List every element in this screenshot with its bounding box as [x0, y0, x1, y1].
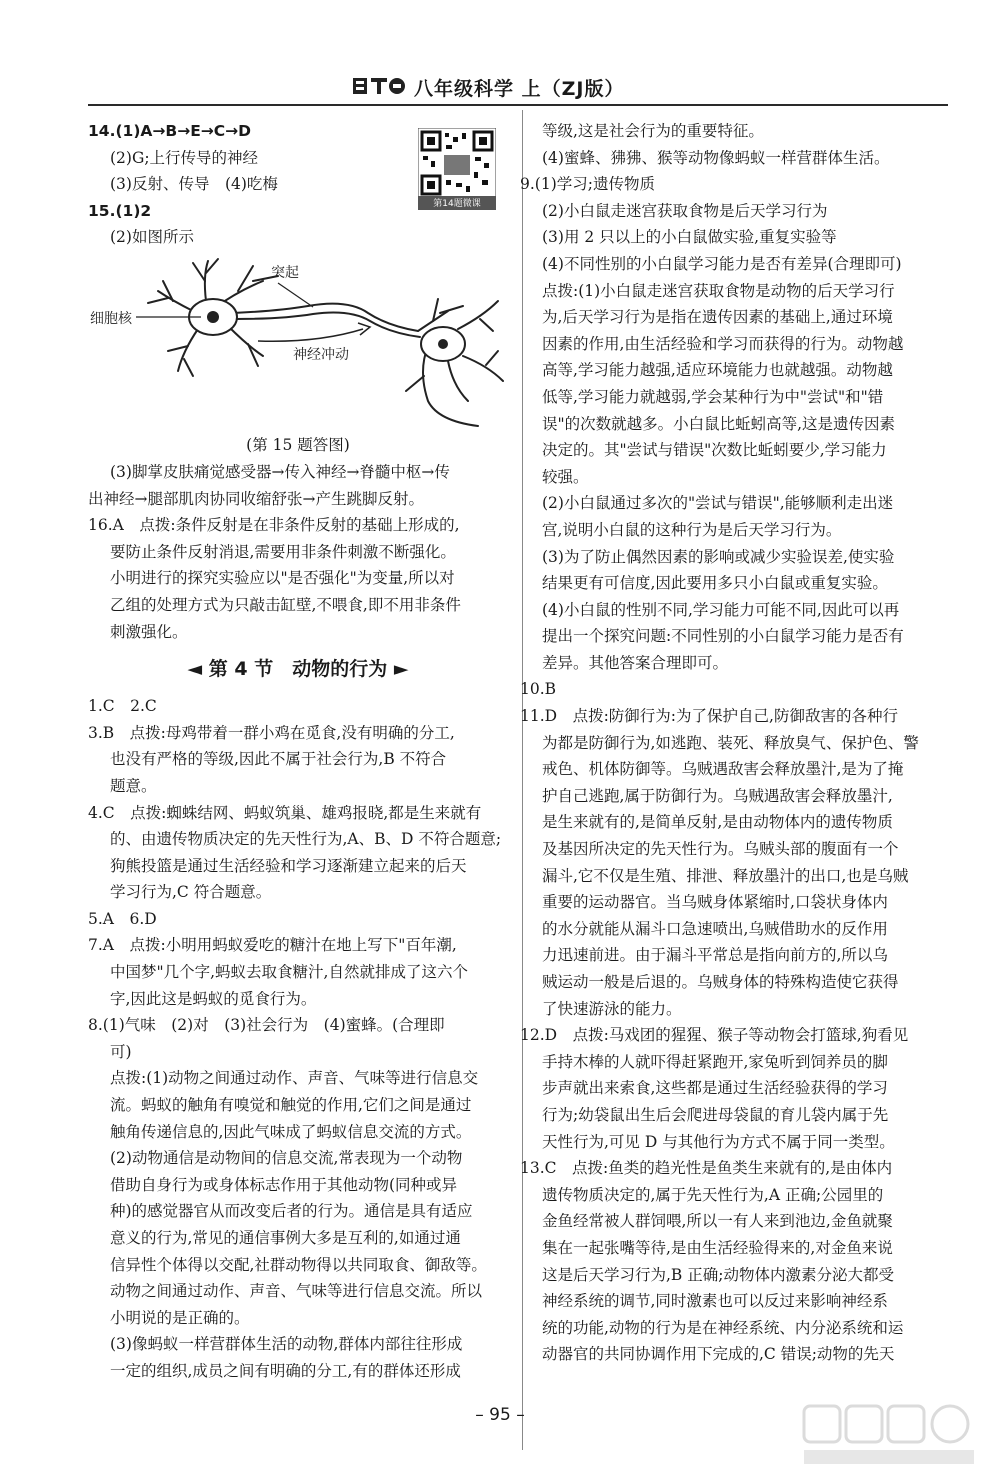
answer-line: 差异。其他答案合理即可。 [542, 653, 729, 672]
answer-line: 8.(1)气味 (2)对 (3)社会行为 (4)蜜蜂。(合理即 [88, 1016, 445, 1035]
publisher-logo-icon [351, 74, 407, 98]
label-impulse: 神经冲动 [293, 346, 349, 363]
answer-line: 一定的组织,成员之间有明确的分工,有的群体还形成 [110, 1361, 461, 1380]
answer-line: 手持木棒的人就吓得赶紧跑开,家兔听到饲养员的脚 [542, 1052, 888, 1071]
answer-line: 及基因所决定的先天性行为。乌贼头部的腹面有一个 [542, 840, 899, 859]
page-header [88, 70, 948, 106]
answer-line: 了快速游泳的能力。 [542, 999, 682, 1018]
answer-line: 集在一起张嘴等待,是由生活经验得来的,对金鱼来说 [542, 1238, 893, 1257]
answer-line: (2)小白鼠走迷宫获取食物是后天学习行为 [542, 201, 828, 220]
answer-line: 学习行为,C 符合题意。 [110, 883, 272, 902]
answer-line: (2)动物通信是动物间的信息交流,常表现为一个动物 [110, 1149, 463, 1168]
answer-line: 4.C 点拨:蜘蛛结网、蚂蚁筑巢、雄鸡报晓,都是生来就有 [88, 803, 482, 822]
answer-line: (2)如图所示 [110, 228, 194, 247]
section-title: ◄ 第 4 节 动物的行为 ► [187, 658, 409, 681]
answer-line: 题意。 [110, 776, 157, 795]
answer-line: 较强。 [542, 467, 589, 486]
answer-line: 要防止条件反射消退,需要用非条件刺激不断强化。 [110, 542, 456, 561]
answer-line: (2)G;上行传导的神经 [110, 148, 259, 167]
answer-line: 出神经→腿部肌肉协同收缩舒张→产生跳脚反射。 [88, 489, 424, 508]
answer-line: 5.A 6.D [88, 909, 157, 928]
label-nucleus: 细胞核 [90, 310, 132, 327]
answer-line: 意义的行为,常见的通信事例大多是互利的,如通过通 [110, 1229, 461, 1247]
answer-line: 触角传递信息的,因此气味成了蚂蚁信息交流的方式。 [110, 1122, 472, 1141]
answer-line: 结果更有可信度,因此要用多只小白鼠或重复实验。 [542, 574, 888, 593]
answer-line: 的、由遗传物质决定的先天性行为,A、B、D 不符合题意; [110, 830, 502, 849]
neuron-figure [88, 251, 508, 431]
answer-line: (3)用 2 只以上的小白鼠做实验,重复实验等 [542, 228, 837, 247]
answer-line: 流。蚂蚁的触角有嗅觉和触觉的作用,它们之间是通过 [110, 1096, 472, 1115]
answer-line: 借助自身行为或身体标志作用于其他动物(同种或异 [110, 1175, 458, 1194]
answer-line: 14.(1)A→B→E→C→D [88, 122, 251, 140]
answer-line: 7.A 点拨:小明用蚂蚁爱吃的糖汁在地上写下"百年潮, [88, 936, 457, 955]
answer-line: 也没有严格的等级,因此不属于社会行为,B 不符合 [110, 750, 447, 769]
answer-line: (3)反射、传导 (4)吃梅 [110, 175, 278, 194]
answer-line: 动器官的共同协调作用下完成的,C 错误;动物的先天 [542, 1345, 895, 1364]
answer-line: 重要的运动器官。当乌贼身体紧缩时,口袋状身体内 [542, 893, 888, 912]
answer-line: 漏斗,它不仅是生殖、排泄、释放墨汁的出口,也是乌贼 [542, 866, 909, 885]
answer-line: 16.A 点拨:条件反射是在非条件反射的基础上形成的, [88, 516, 460, 535]
answer-line: 为都是防御行为,如逃跑、装死、释放臭气、保护色、警 [542, 733, 919, 752]
answer-line: (3)脚掌皮肤痛觉感受器→传入神经→脊髓中枢→传 [110, 462, 450, 481]
answer-line: 低等,学习能力就越弱,学会某种行为中"尝试"和"错 [542, 387, 884, 406]
answer-line: 决定的。其"尝试与错误"次数比蚯蚓要少,学习能力 [542, 441, 887, 460]
answer-line: 这是后天学习行为,B 正确;动物体内激素分泌大都受 [542, 1265, 894, 1284]
answer-line: 护自己逃跑,属于防御行为。乌贼遇敌害会释放墨汁, [542, 786, 893, 805]
answer-line: 金鱼经常被人群饲喂,所以一有人来到池边,金鱼就聚 [542, 1212, 893, 1231]
answer-line: 为,后天学习行为是指在遗传因素的基础上,通过环境 [542, 308, 893, 327]
answer-line: 1.C 2.C [88, 697, 157, 716]
answer-line: 误"的次数就越多。小白鼠比蚯蚓高等,这是遗传因素 [542, 414, 896, 433]
answer-line: (4)蜜蜂、狒狒、猴等动物像蚂蚁一样营群体生活。 [542, 148, 890, 167]
answer-line: 神经系统的调节,同时激素也可以反过来影响神经系 [542, 1292, 888, 1311]
answer-line: 刺激强化。 [110, 622, 188, 641]
answer-line: 贼运动一般是后退的。乌贼身体的特殊构造使它获得 [542, 973, 899, 991]
answer-line: 信异性个体得以交配,社群动物得以共同取食、御敌等。 [110, 1255, 487, 1274]
watermark-logo-icon [800, 1400, 980, 1470]
answer-line: 点拨:(1)动物之间通过动作、声音、气味等进行信息交 [110, 1069, 479, 1088]
right-column [520, 118, 950, 1368]
answer-line: 天性行为,可见 D 与其他行为方式不属于同一类型。 [542, 1132, 895, 1151]
neuron-diagram [88, 251, 508, 431]
answer-line: 提出一个探究问题:不同性别的小白鼠学习能力是否有 [542, 627, 904, 646]
left-column [88, 118, 508, 1385]
answer-line: 9.(1)学习;遗传物质 [520, 175, 655, 194]
answer-line: 点拨:(1)小白鼠走迷宫获取食物是动物的后天学习行 [542, 281, 895, 300]
answer-line: 12.D 点拨:马戏团的猩猩、猴子等动物会打篮球,狗看见 [520, 1026, 909, 1045]
answer-line: (3)像蚂蚁一样营群体生活的动物,群体内部往往形成 [110, 1335, 463, 1354]
book-title: 八年级科学 上（ZJ版） [414, 78, 625, 100]
answer-line: 高等,学习能力越强,适应环境能力也就越强。动物越 [542, 361, 893, 380]
answer-line: 13.C 点拨:鱼类的趋光性是鱼类生来就有的,是由体内 [520, 1159, 893, 1178]
answer-line: 狗熊投篮是通过生活经验和学习逐渐建立起来的后天 [110, 856, 467, 875]
answer-line: 步声就出来索食,这些都是通过生活经验获得的学习 [542, 1079, 888, 1098]
answer-line: 中国梦"几个字,蚂蚁去取食糖汁,自然就排成了这六个 [110, 963, 468, 982]
answer-line: 动物之间通过动作、声音、气味等进行信息交流。所以 [110, 1282, 483, 1301]
answer-line: 的水分就能从漏斗口急速喷出,乌贼借助水的反作用 [542, 919, 888, 938]
answer-line: 15.(1)2 [88, 201, 152, 220]
answer-line: 统的功能,动物的行为是在神经系统、内分泌系统和运 [542, 1318, 904, 1337]
answer-line: 种)的感觉器官从而改变后者的行为。通信是具有适应 [110, 1202, 473, 1221]
column-divider [522, 110, 523, 1450]
answer-line: (2)小白鼠通过多次的"尝试与错误",能够顺利走出迷 [542, 494, 894, 513]
answer-line: 字,因此这是蚂蚁的觅食行为。 [110, 989, 317, 1008]
answer-line: 10.B [520, 680, 557, 699]
answer-line: 乙组的处理方式为只敲击缸壁,不喂食,即不用非条件 [110, 595, 461, 614]
answer-line: 行为;幼袋鼠出生后会爬进母袋鼠的育儿袋内属于先 [542, 1105, 889, 1124]
answer-line: 小明说的是正确的。 [110, 1308, 250, 1327]
answer-line: 戒色、机体防御等。乌贼遇敌害会释放墨汁,是为了掩 [542, 760, 904, 779]
answer-line: 等级,这是社会行为的重要特征。 [542, 122, 764, 140]
answer-line: 小明进行的探究实验应以"是否强化"为变量,所以对 [110, 569, 455, 588]
answer-line: 因素的作用,由生活经验和学习而获得的行为。动物越 [542, 334, 904, 353]
answer-line: (4)小白鼠的性别不同,学习能力可能不同,因此可以再 [542, 600, 900, 619]
page-number: – 95 – [475, 1405, 525, 1425]
answer-line: (3)为了防止偶然因素的影响或减少实验误差,使实验 [542, 547, 895, 566]
answer-line: 宫,说明小白鼠的这种行为是后天学习行为。 [542, 520, 842, 539]
figure-caption: (第 15 题答图) [246, 435, 350, 454]
answer-line: 3.B 点拨:母鸡带着一群小鸡在觅食,没有明确的分工, [88, 723, 455, 742]
qr-caption: 第14题微课 [433, 199, 481, 209]
answer-line: (4)不同性别的小白鼠学习能力是否有差异(合理即可) [542, 254, 902, 273]
answer-line: 力迅速前进。由于漏斗平常总是指向前方的,所以乌 [542, 946, 888, 965]
answer-line: 11.D 点拨:防御行为:为了保护自己,防御敌害的各种行 [520, 707, 898, 726]
answer-line: 是生来就有的,是简单反射,是由动物体内的遗传物质 [542, 813, 893, 832]
answer-line: 遗传物质决定的,属于先天性行为,A 正确;公园里的 [542, 1185, 884, 1204]
label-process: 突起 [271, 264, 299, 281]
answer-line: 可) [110, 1042, 132, 1061]
